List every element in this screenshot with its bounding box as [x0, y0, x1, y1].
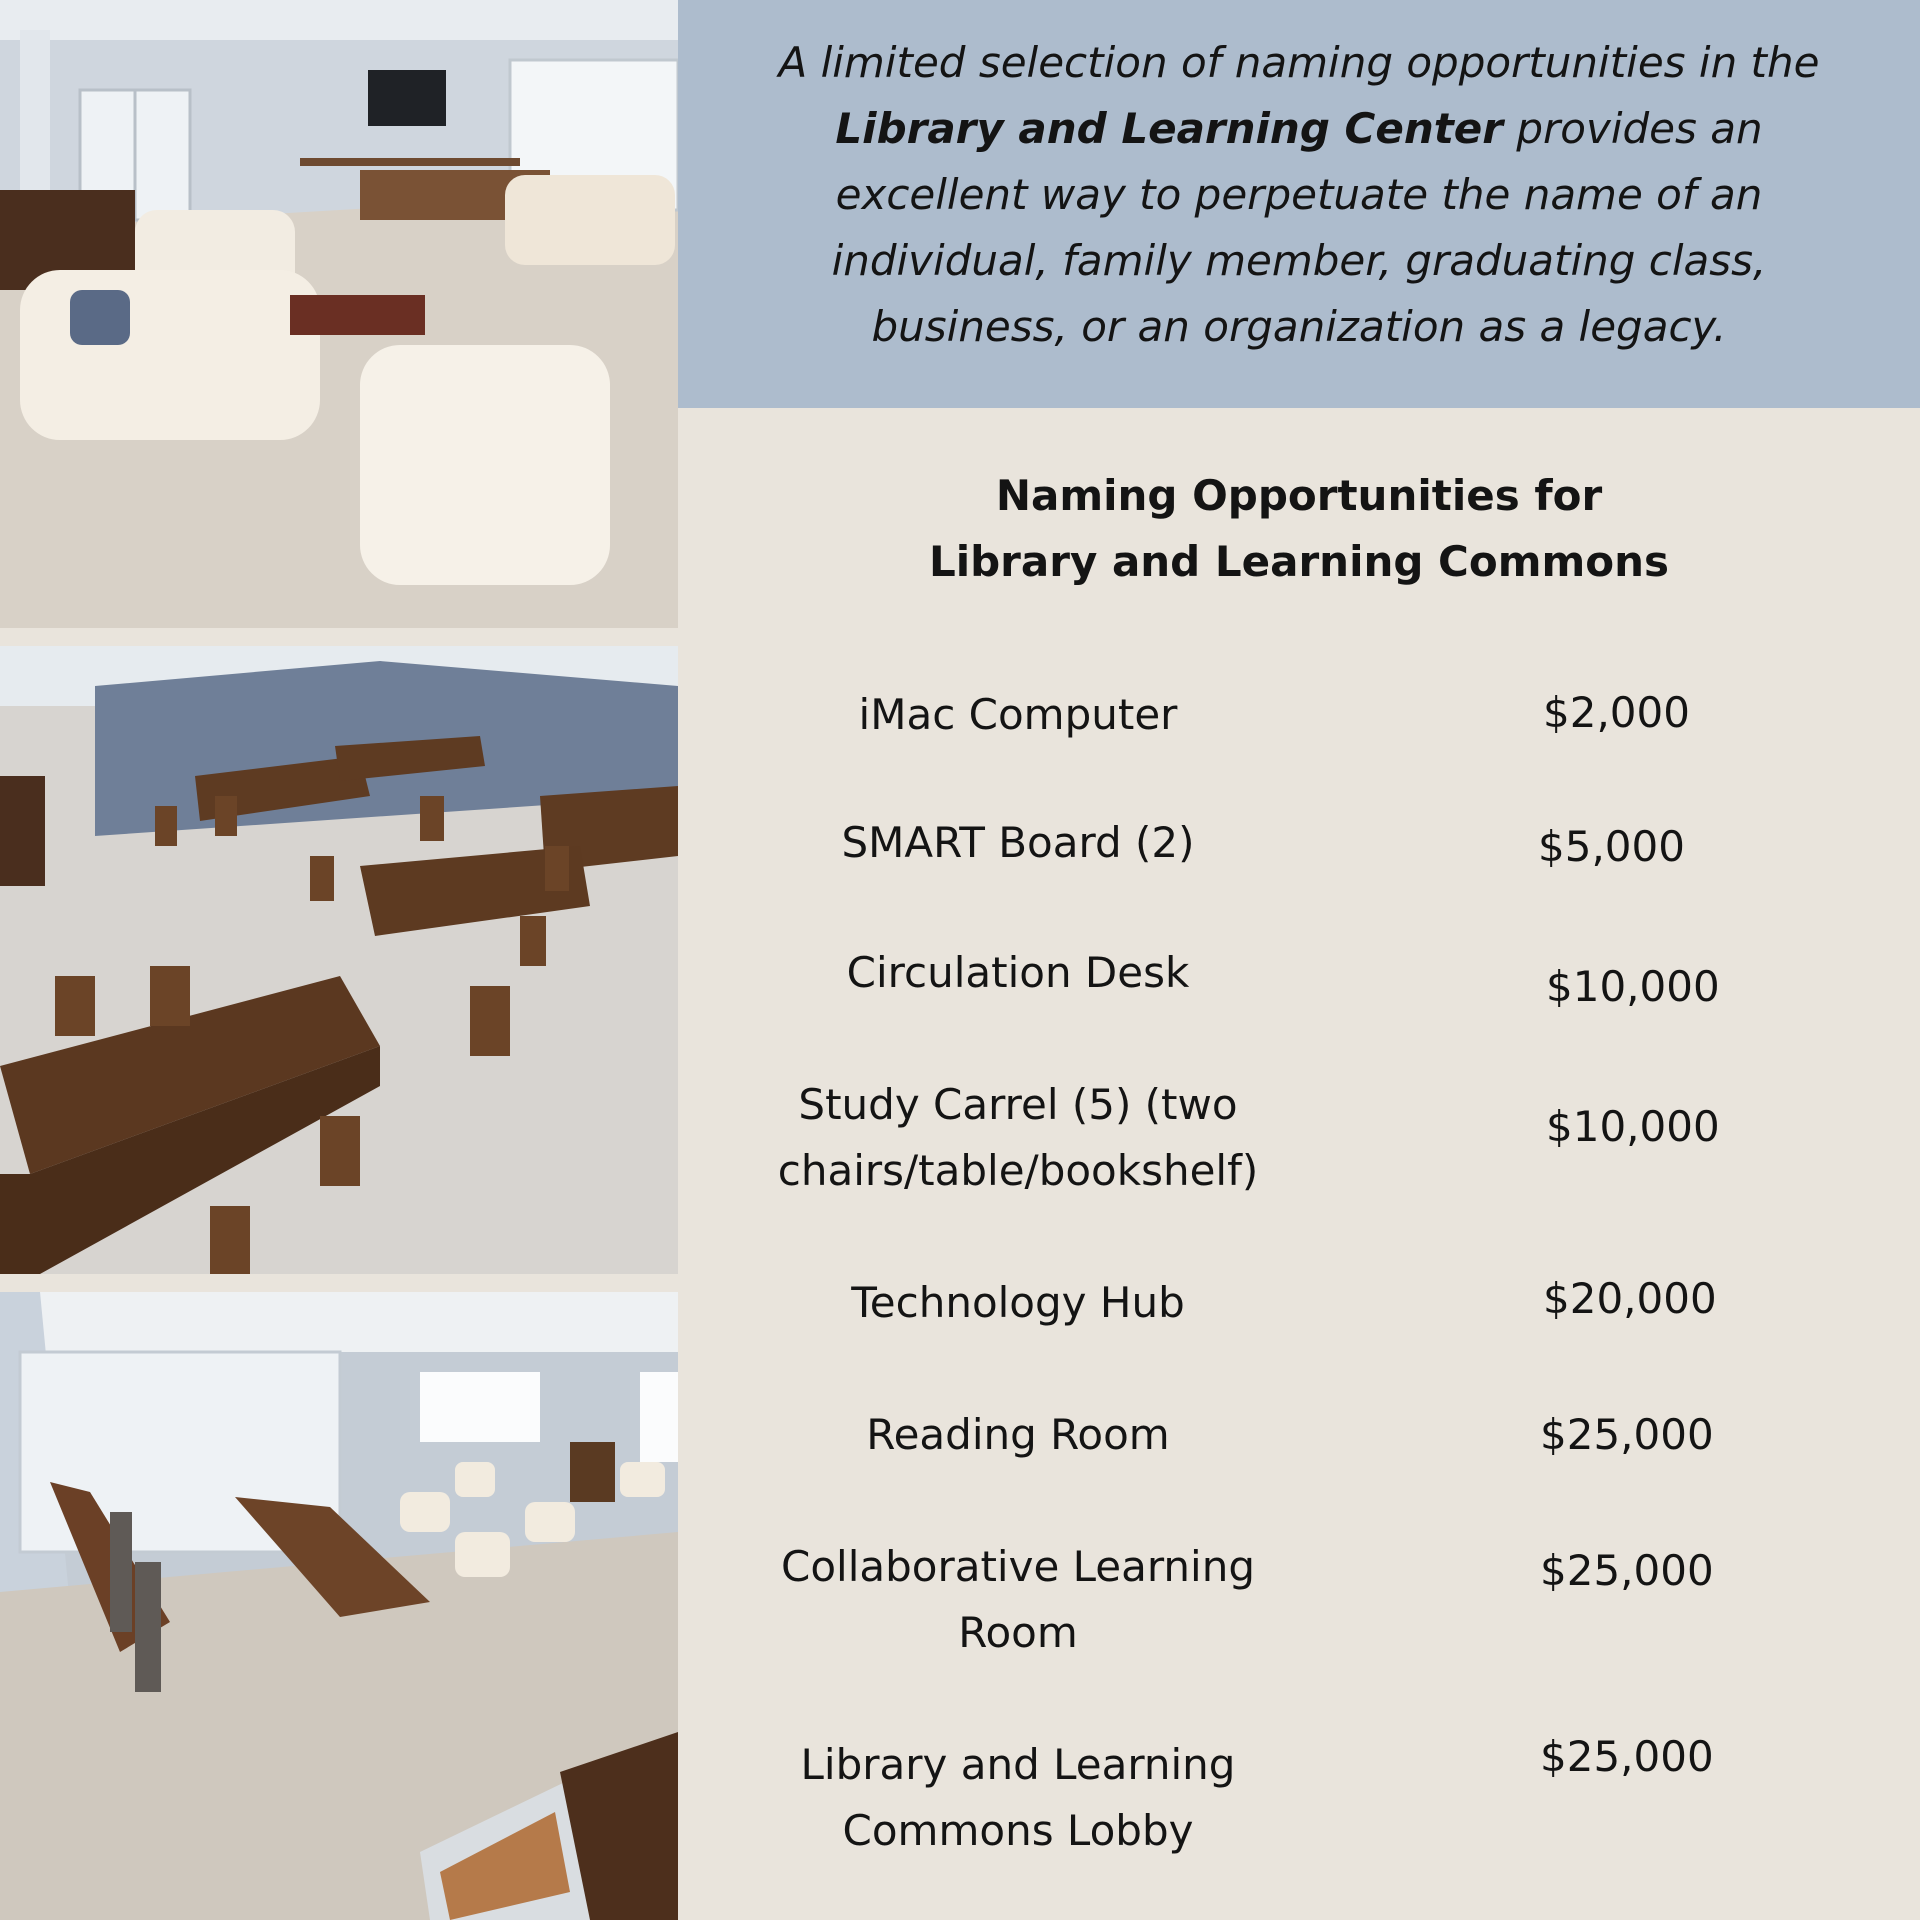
- item-name: iMac Computer: [858, 690, 1178, 739]
- list-item: [678, 1270, 1920, 1410]
- list-item: [678, 678, 1920, 818]
- list-item: [678, 1534, 1920, 1674]
- item-price: $20,000: [1543, 1274, 1717, 1323]
- intro-text-end: provides an excellent way to perpetuate the name of an individual, family member, graduating class, business, or an organization as a legacy.: [831, 104, 1767, 351]
- item-name: Study Carrel (5) (two chairs/table/bookshelf): [777, 1080, 1259, 1195]
- item-name: Library and Learning Commons Lobby: [800, 1740, 1236, 1855]
- list-item: [678, 1072, 1920, 1212]
- item-name: SMART Board (2): [841, 818, 1195, 867]
- item-price: $25,000: [1540, 1732, 1714, 1781]
- list-item: [678, 810, 1920, 950]
- item-name: Reading Room: [866, 1410, 1170, 1459]
- list-item: [678, 1732, 1920, 1872]
- item-price: $25,000: [1540, 1410, 1714, 1459]
- item-price: $25,000: [1540, 1546, 1714, 1595]
- list-item: [678, 940, 1920, 1080]
- heading-line-1: Naming Opportunities for: [995, 471, 1603, 520]
- study-tables-rendering: [0, 646, 678, 1274]
- section-heading: [678, 463, 1920, 595]
- intro-emphasis: Library and Learning Center: [835, 104, 1503, 153]
- item-price: $10,000: [1546, 1102, 1720, 1151]
- photo-column: [0, 0, 678, 1920]
- item-name: Collaborative Learning Room: [781, 1542, 1255, 1657]
- intro-text: [768, 30, 1830, 360]
- item-price: $5,000: [1538, 822, 1685, 871]
- technology-area-rendering: [0, 1292, 678, 1920]
- item-name: Circulation Desk: [846, 948, 1190, 997]
- item-name: Technology Hub: [851, 1278, 1185, 1327]
- intro-text-start: A limited selection of naming opportunities in the: [778, 38, 1820, 87]
- list-item: [678, 1402, 1920, 1542]
- lounge-rendering: [0, 0, 678, 628]
- intro-banner: [678, 0, 1920, 408]
- item-price: $2,000: [1543, 688, 1690, 737]
- item-price: $10,000: [1546, 962, 1720, 1011]
- heading-line-2: Library and Learning Commons: [928, 537, 1670, 586]
- naming-opportunities-panel: [678, 408, 1920, 1920]
